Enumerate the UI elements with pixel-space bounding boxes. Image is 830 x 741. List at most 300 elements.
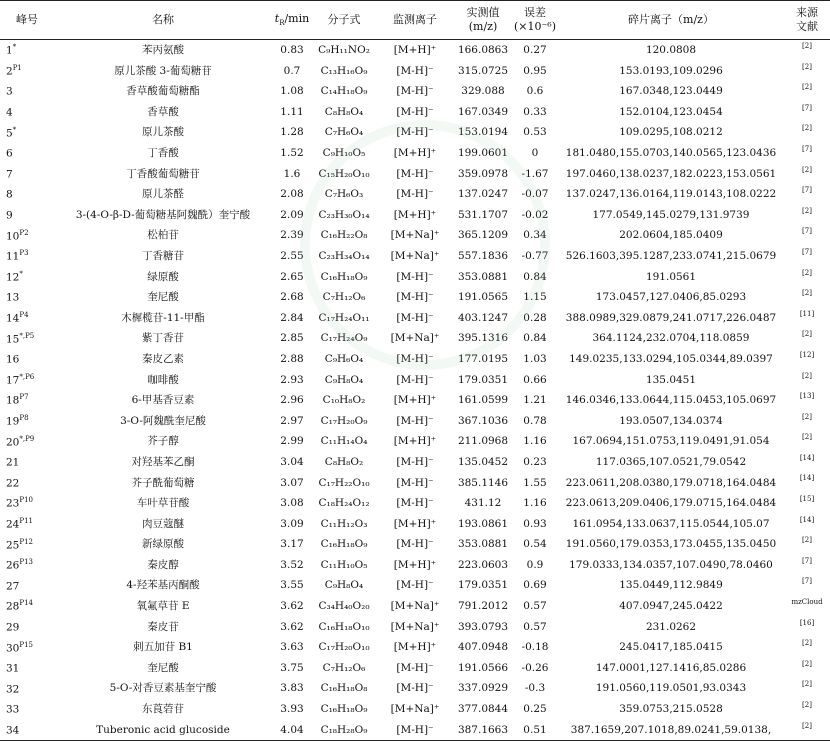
cell-peak bbox=[0, 349, 54, 370]
cell-formula: C₈H₈O₂ bbox=[324, 455, 364, 468]
cell-formula: C₁₀H₈O₂ bbox=[322, 394, 366, 407]
cell-ref: [2] bbox=[802, 62, 812, 71]
cell-ref: [2] bbox=[802, 659, 812, 668]
cell-peak bbox=[0, 699, 54, 720]
cell-peak bbox=[0, 225, 54, 246]
cell-retention-time: 3.75 bbox=[280, 661, 304, 674]
cell-peak bbox=[0, 411, 54, 432]
cell-retention-time: 1.28 bbox=[280, 126, 304, 139]
cell-error: 0.51 bbox=[512, 720, 558, 741]
cell-retention-time: 2.88 bbox=[280, 352, 304, 365]
table-row bbox=[0, 411, 830, 432]
cell-ion: [M+H]⁺ bbox=[393, 558, 437, 571]
table-row bbox=[0, 225, 830, 246]
table-row bbox=[0, 431, 830, 452]
cell-measured-mz: 199.0601 bbox=[457, 147, 509, 160]
peak-marker: P15 bbox=[19, 640, 33, 649]
cell-error: 0.54 bbox=[523, 538, 547, 551]
header-ref: 来源 文献 bbox=[784, 1, 830, 40]
cell-retention-time: 3.83 bbox=[280, 682, 304, 695]
cell-formula: C₁₆H₁₈O₁₀ bbox=[318, 620, 370, 633]
cell-measured-mz: 531.1707 bbox=[457, 208, 509, 221]
cell-name: 3-O-阿魏酰奎尼酸 bbox=[120, 414, 206, 427]
cell-ion: [M+H]⁺ bbox=[393, 517, 437, 530]
cell-measured-mz: 557.1836 bbox=[457, 249, 509, 262]
cell-formula: C₃₄H₄₀O₂₀ bbox=[318, 600, 370, 613]
cell-ion: [M-H]⁻ bbox=[396, 270, 434, 283]
table-row bbox=[0, 720, 830, 741]
cell-peak bbox=[0, 720, 54, 741]
cell-error: -1.67 bbox=[521, 167, 549, 180]
peak-number: 11 bbox=[6, 250, 20, 263]
cell-fragments: 526.1603,395.1287,233.0741,215.0679 bbox=[565, 249, 777, 262]
peak-marker: *,P5 bbox=[19, 331, 35, 340]
cell-retention-time: 3.04 bbox=[280, 455, 304, 468]
cell-formula: C₁₁H₁₄O₄ bbox=[320, 435, 368, 448]
cell-measured-mz: 431.12 bbox=[464, 497, 502, 510]
cell-ion: [M-H]⁻ bbox=[396, 105, 434, 118]
peak-marker: *,P9 bbox=[19, 434, 35, 443]
cell-peak bbox=[0, 40, 54, 61]
peak-number: 27 bbox=[6, 580, 20, 593]
cell-error: 1.21 bbox=[523, 394, 547, 407]
cell-peak bbox=[0, 205, 54, 226]
cell-fragments: 179.0333,134.0357,107.0490,78.0460 bbox=[569, 558, 773, 571]
cell-name: 4-羟苯基丙酮酸 bbox=[126, 579, 200, 592]
cell-retention-time: 0.7 bbox=[283, 64, 301, 77]
cell-ion: [M+H]⁺ bbox=[393, 435, 437, 448]
cell-ref: [7] bbox=[802, 186, 812, 195]
peak-number: 33 bbox=[6, 703, 20, 716]
cell-name: 咖啡酸 bbox=[147, 373, 179, 386]
table-row bbox=[0, 122, 830, 143]
cell-name: Tuberonic acid glucoside bbox=[54, 720, 272, 741]
cell-ref: [2] bbox=[802, 330, 812, 339]
cell-formula: C₁₇H₂₂O₁₀ bbox=[318, 476, 370, 489]
peak-number: 30 bbox=[6, 642, 20, 655]
table-row bbox=[0, 143, 830, 164]
cell-error: 1.16 bbox=[523, 435, 547, 448]
cell-retention-time: 2.68 bbox=[280, 291, 304, 304]
cell-ref: [15] bbox=[799, 495, 815, 504]
table-row bbox=[0, 617, 830, 638]
cell-fragments: 149.0235,133.0294,105.0344,89.0397 bbox=[569, 352, 773, 365]
peak-number: 3 bbox=[6, 85, 13, 98]
cell-ref: [16] bbox=[799, 618, 815, 627]
cell-fragments: 223.0613,209.0406,179.0715,164.0484 bbox=[565, 497, 777, 510]
peak-number: 25 bbox=[6, 539, 20, 552]
cell-formula: C₁₅H₂₀O₁₀ bbox=[318, 167, 370, 180]
table-row bbox=[0, 472, 830, 493]
table-row bbox=[0, 308, 830, 329]
peak-marker: P13 bbox=[19, 558, 33, 567]
cell-formula: C₁₆H₂₂O₈ bbox=[320, 229, 368, 242]
cell-peak bbox=[0, 493, 54, 514]
cell-formula: C₁₇H₂₀O₁₀ bbox=[318, 641, 370, 654]
peak-number: 10 bbox=[6, 230, 20, 243]
cell-ion: [M+H]⁺ bbox=[393, 44, 437, 57]
header-retention-time bbox=[272, 1, 312, 40]
cell-measured-mz: 135.0452 bbox=[457, 455, 509, 468]
cell-ref: [2] bbox=[802, 124, 812, 133]
cell-error: -0.18 bbox=[521, 641, 549, 654]
cell-peak bbox=[0, 164, 54, 185]
peak-number: 5 bbox=[6, 127, 13, 140]
cell-formula: C₁₆H₁₈O₉ bbox=[320, 703, 368, 716]
cell-name: 秦皮苷 bbox=[147, 620, 179, 633]
cell-ref: [2] bbox=[802, 371, 812, 380]
cell-measured-mz: 315.0725 bbox=[457, 64, 509, 77]
cell-formula: C₂₃H₃₀O₁₄ bbox=[318, 208, 370, 221]
header-measured-unit: (m/z) bbox=[468, 20, 498, 33]
cell-fragments: 191.0560,119.0501,93.0343 bbox=[595, 682, 747, 695]
cell-measured-mz: 167.0349 bbox=[457, 105, 509, 118]
cell-name: 刺五加苷 B1 bbox=[133, 641, 193, 654]
cell-formula: C₁₇H₂₀O₉ bbox=[320, 414, 368, 427]
cell-ref: [2] bbox=[802, 680, 812, 689]
cell-formula: C₈H₈O₄ bbox=[324, 105, 364, 118]
table-row bbox=[0, 575, 830, 596]
table-row bbox=[0, 287, 830, 308]
table-row bbox=[0, 658, 830, 679]
cell-name: 绿原酸 bbox=[147, 270, 179, 283]
table-row bbox=[0, 452, 830, 473]
cell-ion: [M+Na]⁺ bbox=[390, 620, 440, 633]
peak-number: 15 bbox=[6, 333, 20, 346]
cell-ref: [2] bbox=[802, 536, 812, 545]
table-row bbox=[0, 390, 830, 411]
cell-retention-time: 2.93 bbox=[280, 373, 304, 386]
cell-measured-mz: 353.0881 bbox=[457, 270, 509, 283]
cell-name: 原儿茶醛 bbox=[142, 188, 184, 201]
cell-formula: C₉H₁₁NO₂ bbox=[318, 44, 370, 57]
peak-number: 9 bbox=[6, 209, 13, 222]
cell-ion: [M-H]⁻ bbox=[396, 188, 434, 201]
cell-error: -0.3 bbox=[524, 682, 546, 695]
cell-ref: [14] bbox=[799, 453, 815, 462]
cell-error: 1.03 bbox=[523, 352, 547, 365]
cell-name: 对羟基苯乙酮 bbox=[131, 455, 195, 468]
cell-formula: C₁₄H₁₈O₉ bbox=[320, 85, 368, 98]
cell-ion: [M+Na]⁺ bbox=[390, 249, 440, 262]
header-peak: 峰号 bbox=[0, 1, 54, 40]
cell-peak bbox=[0, 596, 54, 617]
cell-error: -0.26 bbox=[521, 661, 549, 674]
peak-number: 22 bbox=[6, 477, 20, 490]
cell-fragments: 387.1659,207.1018,89.0241,59.0138, bbox=[558, 720, 784, 741]
header-measured bbox=[454, 1, 512, 40]
cell-fragments: 193.0507,134.0374 bbox=[619, 414, 723, 427]
cell-peak bbox=[0, 452, 54, 473]
header-tr-sub: R bbox=[279, 19, 285, 28]
cell-peak bbox=[0, 637, 54, 658]
cell-error: 1.16 bbox=[523, 497, 547, 510]
table-row bbox=[0, 81, 830, 102]
cell-retention-time: 1.52 bbox=[280, 147, 304, 160]
cell-ref: [2] bbox=[802, 289, 812, 298]
cell-peak bbox=[0, 328, 54, 349]
cell-error: 0.95 bbox=[523, 64, 547, 77]
cell-ion: [M-H]⁻ bbox=[396, 291, 434, 304]
cell-ref: [2] bbox=[802, 42, 812, 50]
cell-retention-time: 3.93 bbox=[280, 703, 304, 716]
table-row bbox=[0, 349, 830, 370]
cell-ref: [7] bbox=[802, 577, 812, 586]
table-row bbox=[0, 555, 830, 576]
cell-measured-mz: 403.1247 bbox=[457, 311, 509, 324]
cell-name: 氧氟草苷 E bbox=[136, 600, 190, 613]
cell-name: 原儿茶酸 3-葡萄糖苷 bbox=[114, 64, 212, 77]
cell-name: 丁香糖苷 bbox=[142, 249, 184, 262]
cell-error: 0.34 bbox=[523, 229, 547, 242]
cell-name: 奎尼酸 bbox=[147, 661, 179, 674]
cell-ion: [M+H]⁺ bbox=[393, 394, 437, 407]
cell-fragments: 245.0417,185.0415 bbox=[619, 641, 723, 654]
cell-ion: [M-H]⁻ bbox=[396, 682, 434, 695]
cell-name: 车叶草苷酸 bbox=[136, 497, 190, 510]
cell-measured-mz: 137.0247 bbox=[457, 188, 509, 201]
cell-ion: [M-H]⁻ bbox=[396, 311, 434, 324]
cell-name: 3-(4-O-β-D-葡萄糖基阿魏酰）奎宁酸 bbox=[75, 208, 251, 221]
cell-ion: [M+Na]⁺ bbox=[390, 703, 440, 716]
cell-fragments: 191.0561 bbox=[645, 270, 697, 283]
peak-marker: P12 bbox=[19, 537, 33, 546]
cell-ref: [7] bbox=[802, 144, 812, 153]
cell-name: 奎尼酸 bbox=[147, 291, 179, 304]
cell-name: 5-O-对香豆素基奎宁酸 bbox=[109, 682, 217, 695]
cell-measured-mz: 193.0861 bbox=[457, 517, 509, 530]
cell-fragments: 167.0348,123.0449 bbox=[619, 85, 723, 98]
cell-peak bbox=[0, 143, 54, 164]
cell-name: 苯丙氨酸 bbox=[142, 44, 184, 57]
cell-peak bbox=[0, 246, 54, 267]
cell-name: 松柏苷 bbox=[147, 229, 179, 242]
cell-retention-time: 3.08 bbox=[280, 497, 304, 510]
cell-error: 0.78 bbox=[523, 414, 547, 427]
table-row bbox=[0, 534, 830, 555]
peak-number: 32 bbox=[6, 683, 20, 696]
cell-fragments: 231.0262 bbox=[645, 620, 697, 633]
cell-error: 0.27 bbox=[523, 44, 547, 57]
cell-name: 木樨榄苷-11-甲酯 bbox=[121, 311, 205, 324]
cell-ion: [M-H]⁻ bbox=[396, 579, 434, 592]
cell-retention-time: 3.09 bbox=[280, 517, 304, 530]
cell-fragments: 167.0694,151.0753,119.0491,91.054 bbox=[572, 435, 770, 448]
cell-formula: C₁₆H₁₈O₉ bbox=[320, 270, 368, 283]
cell-error: 0.25 bbox=[523, 703, 547, 716]
cell-retention-time: 0.83 bbox=[280, 44, 304, 57]
cell-retention-time: 1.6 bbox=[283, 167, 301, 180]
table-row bbox=[0, 596, 830, 617]
peak-marker: P2 bbox=[19, 228, 29, 237]
cell-ref: [11] bbox=[799, 309, 815, 318]
cell-ref: [2] bbox=[802, 165, 812, 174]
cell-ion: [M-H]⁻ bbox=[396, 497, 434, 510]
cell-formula: C₇H₆O₃ bbox=[324, 188, 364, 201]
cell-measured-mz: 385.1146 bbox=[457, 476, 509, 489]
header-formula: 分子式 bbox=[312, 1, 376, 40]
cell-measured-mz: 211.0968 bbox=[457, 435, 509, 448]
cell-peak bbox=[0, 575, 54, 596]
table-row bbox=[0, 102, 830, 123]
peak-marker: *,P6 bbox=[19, 372, 35, 381]
cell-error: 0.66 bbox=[523, 373, 547, 386]
cell-formula: C₁₇H₂₄O₉ bbox=[320, 332, 368, 345]
cell-ion: [M+Na]⁺ bbox=[390, 600, 440, 613]
peak-number: 6 bbox=[6, 147, 13, 160]
cell-fragments: 135.0451 bbox=[645, 373, 697, 386]
cell-fragments: 147.0001,127.1416,85.0286 bbox=[595, 661, 747, 674]
cell-error: 0.84 bbox=[523, 270, 547, 283]
cell-name: 丁香酸 bbox=[147, 147, 179, 160]
cell-formula: C₁₃H₁₆O₉ bbox=[320, 64, 368, 77]
table-body bbox=[0, 40, 830, 741]
cell-formula: C₁₈H₂₄O₁₂ bbox=[318, 497, 370, 510]
peak-marker: P1 bbox=[12, 63, 22, 72]
cell-formula: C₇H₆O₄ bbox=[324, 126, 364, 139]
cell-ref: [14] bbox=[799, 515, 815, 524]
cell-name: 芥子醇 bbox=[147, 435, 179, 448]
cell-ion: [M-H]⁻ bbox=[396, 661, 434, 674]
cell-error: 0.69 bbox=[523, 579, 547, 592]
peak-number: 29 bbox=[6, 621, 20, 634]
peak-number: 28 bbox=[6, 600, 20, 613]
cell-measured-mz: 161.0599 bbox=[457, 394, 509, 407]
cell-retention-time: 2.65 bbox=[280, 270, 304, 283]
cell-name: 新绿原酸 bbox=[142, 538, 184, 551]
cell-error: -0.77 bbox=[521, 249, 549, 262]
cell-fragments: 135.0449,112.9849 bbox=[619, 579, 723, 592]
cell-ion: [M-H]⁻ bbox=[396, 538, 434, 551]
cell-ref: [7] bbox=[802, 227, 812, 236]
cell-ref: [7] bbox=[802, 103, 812, 112]
cell-peak bbox=[0, 678, 54, 699]
peak-number: 16 bbox=[6, 353, 20, 366]
table-row bbox=[0, 699, 830, 720]
header-fragments: 碎片离子（m/z） bbox=[558, 1, 784, 40]
cell-error: 0.53 bbox=[523, 126, 547, 139]
cell-formula: C₁₁H₁₂O₃ bbox=[320, 517, 368, 530]
table-row bbox=[0, 164, 830, 185]
cell-measured-mz: 395.1316 bbox=[457, 332, 509, 345]
peak-marker: P10 bbox=[19, 496, 33, 505]
cell-fragments: 177.0549,145.0279,131.9739 bbox=[592, 208, 750, 221]
cell-ion: [M+H]⁺ bbox=[393, 147, 437, 160]
cell-fragments: 117.0365,107.0521,79.0542 bbox=[595, 455, 747, 468]
cell-retention-time: 2.97 bbox=[280, 414, 304, 427]
peak-number: 34 bbox=[6, 724, 20, 737]
cell-error: 0.28 bbox=[523, 311, 547, 324]
cell-measured-mz: 153.0194 bbox=[457, 126, 509, 139]
peak-number: 2 bbox=[6, 65, 13, 78]
cell-peak bbox=[0, 514, 54, 535]
cell-formula: C₉H₈O₄ bbox=[324, 579, 364, 592]
cell-error: 0.93 bbox=[523, 517, 547, 530]
cell-fragments: 407.0947,245.0422 bbox=[619, 600, 723, 613]
cell-formula: C₇H₁₂O₆ bbox=[322, 661, 366, 674]
table-row bbox=[0, 61, 830, 82]
cell-ion: [M-H]⁻ bbox=[396, 85, 434, 98]
cell-measured-mz: 387.1663 bbox=[454, 720, 512, 741]
cell-fragments: 161.0954,133.0637,115.0544,105.07 bbox=[572, 517, 770, 530]
cell-name: 紫丁香苷 bbox=[142, 332, 184, 345]
peak-marker: P8 bbox=[19, 413, 29, 422]
cell-measured-mz: 177.0195 bbox=[457, 352, 509, 365]
cell-error: 0.33 bbox=[523, 105, 547, 118]
cell-ion: [M-H]⁻ bbox=[376, 720, 454, 741]
table-header bbox=[0, 1, 830, 40]
cell-name: 东莨菪苷 bbox=[142, 703, 184, 716]
cell-ref: [12] bbox=[799, 350, 815, 359]
cell-peak bbox=[0, 555, 54, 576]
cell-error: 0.57 bbox=[523, 620, 547, 633]
cell-retention-time: 2.84 bbox=[280, 311, 304, 324]
cell-formula: C₁₆H₁₈O₈ bbox=[320, 682, 368, 695]
cell-measured-mz: 791.2012 bbox=[457, 600, 509, 613]
cell-ion: [M-H]⁻ bbox=[396, 373, 434, 386]
cell-peak bbox=[0, 287, 54, 308]
cell-peak bbox=[0, 122, 54, 143]
peak-marker: P4 bbox=[19, 311, 29, 320]
cell-measured-mz: 166.0863 bbox=[457, 44, 509, 57]
cell-name: 6-甲基香豆素 bbox=[131, 394, 195, 407]
cell-name: 香草酸葡萄糖酯 bbox=[126, 85, 200, 98]
cell-ion: [M-H]⁻ bbox=[396, 414, 434, 427]
peak-marker: P7 bbox=[19, 393, 29, 402]
peak-number: 19 bbox=[6, 415, 20, 428]
cell-retention-time: 2.96 bbox=[280, 394, 304, 407]
cell-ref: [7] bbox=[802, 247, 812, 256]
cell-ref: [13] bbox=[799, 392, 815, 401]
cell-measured-mz: 377.0844 bbox=[457, 703, 509, 716]
cell-ion: [M-H]⁻ bbox=[396, 476, 434, 489]
cell-fragments: 146.0346,133.0644,115.0453,105.0697 bbox=[565, 394, 777, 407]
cell-measured-mz: 329.088 bbox=[461, 85, 505, 98]
cell-ion: [M+Na]⁺ bbox=[390, 229, 440, 242]
peak-number: 24 bbox=[6, 518, 20, 531]
table-row bbox=[0, 328, 830, 349]
cell-peak bbox=[0, 431, 54, 452]
cell-retention-time: 1.11 bbox=[280, 105, 304, 118]
peak-number: 20 bbox=[6, 436, 20, 449]
peak-number: 13 bbox=[6, 291, 20, 304]
cell-retention-time: 3.52 bbox=[280, 558, 304, 571]
peak-marker: P14 bbox=[19, 599, 33, 608]
table-row bbox=[0, 246, 830, 267]
cell-ref: [2] bbox=[802, 639, 812, 648]
cell-error: 0.9 bbox=[526, 558, 544, 571]
table-row bbox=[0, 40, 830, 61]
cell-formula: C₁₈H₂₈O₉ bbox=[312, 720, 376, 741]
cell-retention-time: 4.04 bbox=[272, 720, 312, 741]
table-row bbox=[0, 267, 830, 288]
cell-ref: [2] bbox=[802, 412, 812, 421]
cell-formula: C₉H₈O₄ bbox=[324, 373, 364, 386]
cell-ref: [7] bbox=[802, 556, 812, 565]
cell-fragments: 364.1124,232.0704,118.0859 bbox=[592, 332, 750, 345]
cell-fragments: 152.0104,123.0454 bbox=[619, 105, 723, 118]
cell-ion: [M+Na]⁺ bbox=[390, 332, 440, 345]
cell-fragments: 197.0460,138.0237,182.0223,153.0561 bbox=[565, 167, 777, 180]
cell-measured-mz: 367.1036 bbox=[457, 414, 509, 427]
cell-name: 原儿茶酸 bbox=[142, 126, 184, 139]
cell-measured-mz: 179.0351 bbox=[457, 579, 509, 592]
cell-ref: [2] bbox=[802, 83, 812, 92]
cell-measured-mz: 191.0565 bbox=[457, 291, 509, 304]
cell-ref: [2] bbox=[802, 206, 812, 215]
cell-formula: C₁₁H₁₀O₅ bbox=[320, 558, 368, 571]
cell-retention-time: 3.63 bbox=[280, 641, 304, 654]
